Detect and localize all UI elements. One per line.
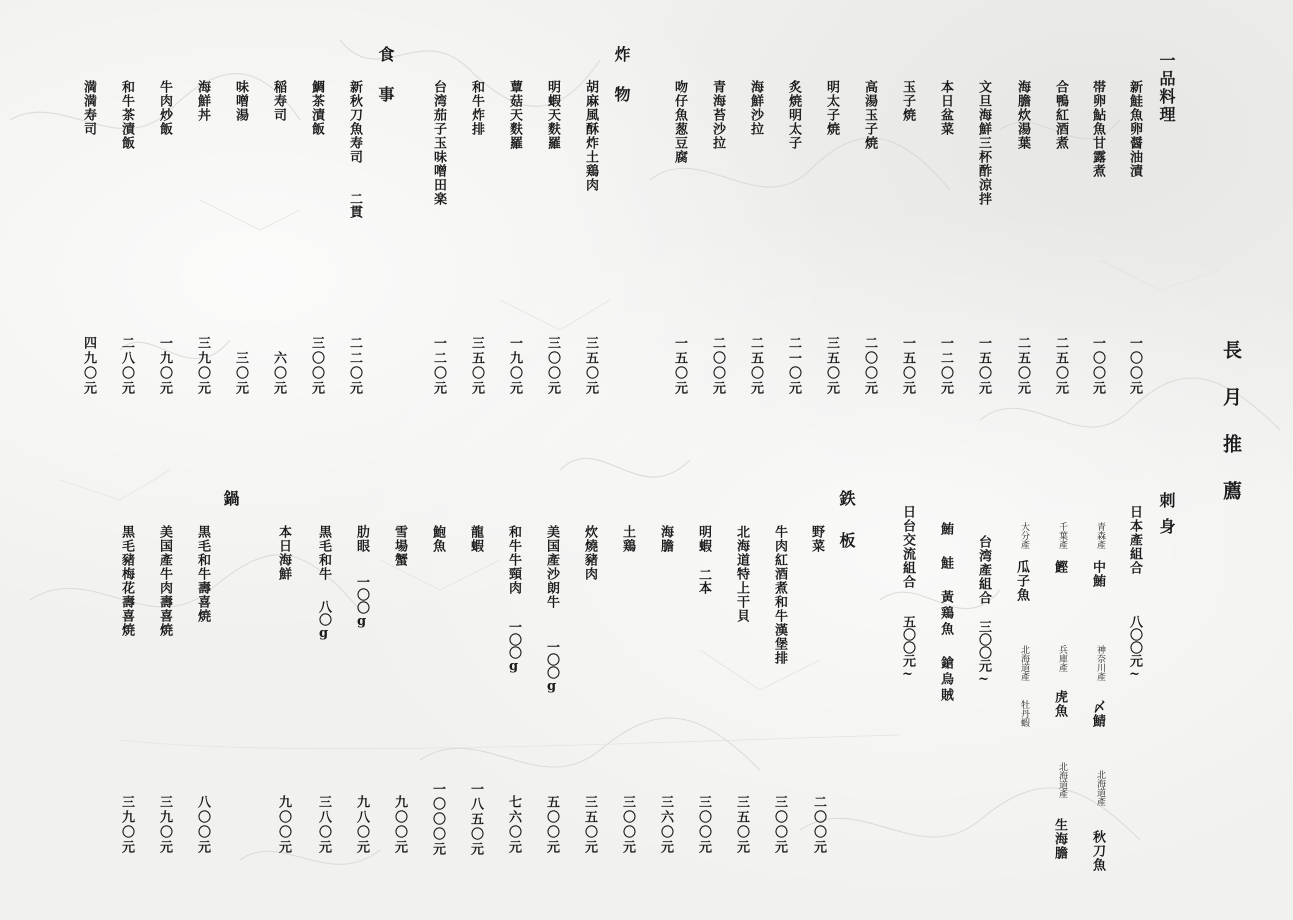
menu-item-name: 鯛茶漬飯 <box>309 80 324 136</box>
menu-title: 長月推薦 <box>1220 340 1242 528</box>
menu-item-name: 美国產沙朗牛 <box>544 525 559 609</box>
menu-item-name: 海鮮沙拉 <box>748 80 763 136</box>
menu-item-name: 海膽 <box>658 525 673 553</box>
section-heading-teppan: 鉄板 <box>837 490 856 574</box>
menu-item-price: 二五〇元 <box>1015 336 1030 396</box>
section-heading-nabe: 鍋 <box>221 490 240 508</box>
menu-item-name: 龍蝦 <box>468 525 483 553</box>
menu-item-name: 和牛牛頸肉 <box>506 525 521 595</box>
menu-item-name: 味噌湯 <box>233 80 248 122</box>
section-heading-agemono: 炸物 <box>612 46 631 126</box>
menu-item-qty: 一〇〇g <box>354 575 369 629</box>
menu-item-price: 二〇〇元 <box>710 336 725 396</box>
fish-origin: 北海道產 <box>1019 645 1029 681</box>
menu-item-name: 雪場蟹 <box>392 525 407 567</box>
fish-name: 鰹 <box>1052 560 1067 574</box>
sashimi-fish-list: 鮪 鮭 黃鶏魚 鎗烏賊 <box>938 522 953 704</box>
menu-item-price: 五〇〇元 <box>544 795 559 855</box>
menu-item-price: 三六〇元 <box>658 795 673 855</box>
menu-item-name: 本日盆菜 <box>938 80 953 136</box>
menu-item-price: 三五〇元 <box>469 336 484 396</box>
sashimi-set-price: 八〇〇元~ <box>1127 615 1142 682</box>
menu-item-price: 三〇元 <box>233 351 248 396</box>
sashimi-set-price: 五〇〇元~ <box>900 615 915 682</box>
menu-item-price: 二八〇元 <box>119 336 134 396</box>
menu-item-qty: 一〇〇g <box>544 640 559 694</box>
menu-item-price: 二〇〇元 <box>862 336 877 396</box>
fish-name: 虎魚 <box>1052 690 1067 718</box>
menu-item-price: 三九〇元 <box>157 795 172 855</box>
menu-item-price: 一五〇元 <box>900 336 915 396</box>
menu-item-price: 三五〇元 <box>583 336 598 396</box>
menu-item-name: 黒毛和牛壽喜焼 <box>195 525 210 623</box>
menu-item-price: 一九〇元 <box>507 336 522 396</box>
menu-item-price: 一〇〇元 <box>1090 336 1105 396</box>
menu-item-name: 美国產牛肉壽喜焼 <box>157 525 172 637</box>
menu-item-qty: 二貫 <box>347 192 362 218</box>
fish-origin: 青森產 <box>1095 522 1105 549</box>
menu-item-price: 八〇〇元 <box>195 795 210 855</box>
menu-item-name: 炊燒豬肉 <box>582 525 597 581</box>
menu-item-name: 黒毛豬梅花壽喜焼 <box>119 525 134 637</box>
menu-item-name: 新鮭魚卵醤油漬 <box>1127 80 1142 178</box>
menu-item-price: 九八〇元 <box>354 795 369 855</box>
menu-item-price: 三〇〇元 <box>309 336 324 396</box>
sashimi-set-price: 三〇〇元~ <box>976 620 991 687</box>
menu-item-name: 和牛茶漬飯 <box>119 80 134 150</box>
fish-name: 秋刀魚 <box>1090 830 1105 872</box>
menu-item-price: 一九〇元 <box>157 336 172 396</box>
menu-item-name: 台湾茄子玉味噌田楽 <box>431 80 446 206</box>
fish-origin: 北海道產 <box>1057 762 1067 798</box>
menu-item-price: 二二〇元 <box>347 336 362 396</box>
fish-origin: 千葉產 <box>1057 522 1067 549</box>
menu-item-name: 海膽炊湯葉 <box>1015 80 1030 150</box>
section-heading-ippin: 一品料理 <box>1157 52 1176 124</box>
fish-origin: 北海道產 <box>1095 770 1105 806</box>
menu-item-name: 胡麻風酥炸土鶏肉 <box>583 80 598 192</box>
menu-item-price: 三〇〇元 <box>772 795 787 855</box>
menu-item-name: 和牛炸排 <box>469 80 484 136</box>
menu-item-name: 土鶏 <box>620 525 635 553</box>
menu-item-price: 二一〇元 <box>786 336 801 396</box>
menu-item-price: 三〇〇元 <box>696 795 711 855</box>
menu-item-price: 九〇〇元 <box>392 795 407 855</box>
menu-item-name: 玉子焼 <box>900 80 915 122</box>
menu-item-name: 合鴨紅酒煮 <box>1053 80 1068 150</box>
menu-item-name: 本日海鮮 <box>276 525 291 581</box>
fish-name: 中鮪 <box>1090 560 1105 588</box>
section-heading-shokuji: 食事 <box>376 46 395 126</box>
fish-origin: 兵庫產 <box>1057 645 1067 672</box>
menu-item-price: 三九〇元 <box>195 336 210 396</box>
fish-origin: 神奈川產 <box>1095 645 1105 681</box>
menu-item-price: 三八〇元 <box>316 795 331 855</box>
menu-item-name: 明太子焼 <box>824 80 839 136</box>
menu-item-name: 吻仔魚葱豆腐 <box>672 80 687 164</box>
fish-origin: 大分產 <box>1019 522 1029 549</box>
sashimi-set-name: 台湾產組合 <box>976 535 991 605</box>
menu-item-price: 一二〇元 <box>938 336 953 396</box>
menu-item-price: 七六〇元 <box>506 795 521 855</box>
teppan-subheading: 野菜 <box>809 525 824 553</box>
menu-item-price: 一〇〇元 <box>1127 336 1142 396</box>
menu-item-price: 九〇〇元 <box>276 795 291 855</box>
menu-item-price: 一五〇元 <box>672 336 687 396</box>
menu-item-name: 蕈菇天麩羅 <box>507 80 522 150</box>
menu-item-qty: 二本 <box>696 568 711 594</box>
menu-item-name: 明蝦天麩羅 <box>545 80 560 150</box>
menu-item-qty: 一〇〇g <box>506 620 521 674</box>
menu-item-name: 明蝦 <box>696 525 711 553</box>
menu-item-name: 青海苔沙拉 <box>710 80 725 150</box>
fish-name: 〆鯖 <box>1090 700 1105 728</box>
menu-item-price: 四九〇元 <box>81 336 96 396</box>
menu-item-price: 三五〇元 <box>824 336 839 396</box>
menu-item-name: 帯卵鮎魚甘露煮 <box>1090 80 1105 178</box>
section-heading-sashimi: 刺身 <box>1157 492 1176 544</box>
menu-item-price: 一〇〇〇元 <box>430 782 445 857</box>
menu-item-price: 六〇元 <box>271 351 286 396</box>
menu-item-name: 満満寿司 <box>81 80 96 136</box>
menu-item-price: 二〇〇元 <box>811 795 826 855</box>
fish-name: 瓜子魚 <box>1014 560 1029 602</box>
menu-item-price: 三五〇元 <box>734 795 749 855</box>
menu-item-name: 肋眼 <box>354 525 369 553</box>
menu-item-price: 一二〇元 <box>431 336 446 396</box>
menu-item-name: 高湯玉子焼 <box>862 80 877 150</box>
menu-item-price: 三五〇元 <box>582 795 597 855</box>
menu-item-price: 三〇〇元 <box>545 336 560 396</box>
menu-item-name: 黒毛和牛 <box>316 525 331 581</box>
menu-item-price: 一八五〇元 <box>468 782 483 857</box>
menu-item-qty: 八〇g <box>316 600 331 641</box>
sashimi-set-name: 日台交流組合 <box>900 505 915 589</box>
menu-item-price: 二五〇元 <box>748 336 763 396</box>
menu-item-name: 海鮮丼 <box>195 80 210 122</box>
fish-name: 牡丹蝦 <box>1019 700 1029 727</box>
sashimi-set-name: 日本產組合 <box>1127 505 1142 575</box>
menu-item-name: 北海道特上干貝 <box>734 525 749 623</box>
menu-item-name: 牛肉紅酒煮和牛漢堡排 <box>772 525 787 665</box>
menu-item-name: 炙焼明太子 <box>786 80 801 150</box>
fish-name: 生海膽 <box>1052 818 1067 860</box>
menu-item-price: 一五〇元 <box>976 336 991 396</box>
menu-item-price: 三九〇元 <box>119 795 134 855</box>
menu-item-name: 牛肉炒飯 <box>157 80 172 136</box>
menu-item-name: 文旦海鮮三杯酢涼拌 <box>976 80 991 206</box>
menu-item-price: 二五〇元 <box>1053 336 1068 396</box>
menu-item-name: 鮑魚 <box>430 525 445 553</box>
menu-item-name: 稲寿司 <box>271 80 286 122</box>
menu-item-price: 三〇〇元 <box>620 795 635 855</box>
menu-item-name: 新秋刀魚寿司 <box>347 80 362 164</box>
